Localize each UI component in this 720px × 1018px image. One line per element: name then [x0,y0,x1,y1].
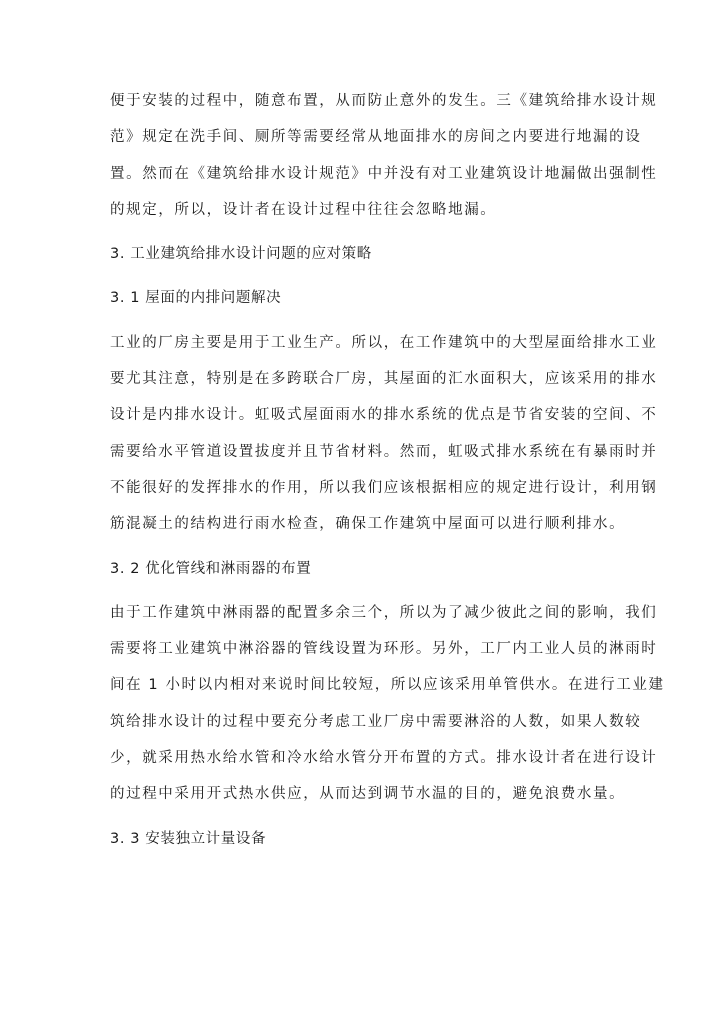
text-line: 的过程中采用开式热水供应，从而达到调节水温的目的，避免浪费水量。 [110,786,626,803]
text-line: 间在 1 小时以内相对来说时间比较短，所以应该采用单管供水。在进行工业建 [110,677,665,694]
text-line: 便于安装的过程中，随意布置，从而防止意外的发生。三《建筑给排水设计规 [110,93,658,109]
paragraph-shower-pipes [110,595,665,813]
text-line: 的规定，所以，设计者在设计过程中往往会忽略地漏。 [110,201,497,218]
text-line: 由于工作建筑中淋雨器的配置多余三个，所以为了减少彼此之间的影响，我们 [110,604,658,621]
paragraph-roof-drainage [110,325,658,543]
text-line: 设计是内排水设计。虹吸式屋面雨水的排水系统的优点是节省安装的空间、不 [110,407,658,424]
text-line: 工业的厂房主要是用于工业生产。所以，在工作建筑中的大型屋面给排水工业 [110,334,658,351]
text-line: 筋混凝土的结构进行雨水检查，确保工作建筑中屋面可以进行顺利排水。 [110,516,626,533]
text-line: 需要将工业建筑中淋浴器的管线设置为环形。另外，工厂内工业人员的淋雨时 [110,641,658,658]
text-line: 范》规定在洗手间、厕所等需要经常从地面排水的房间之内要进行地漏的设 [110,129,642,146]
text-line: 不能很好的发挥排水的作用，所以我们应该根据相应的规定进行设计，利用钢 [110,479,658,496]
text-line: 少，就采用热水给水管和冷水给水管分开布置的方式。排水设计者在进行设计 [110,750,658,767]
section-heading-3: 3. 工业建筑给排水设计问题的应对策略 [110,246,372,263]
section-heading-3-3: 3. 3 安装独立计量设备 [110,830,267,847]
paragraph-floor-drain [110,83,658,228]
section-heading-3-1: 3. 1 屋面的内排问题解决 [110,290,282,307]
text-line: 要尤其注意，特别是在多跨联合厂房，其屋面的汇水面积大，应该采用的排水 [110,371,658,388]
text-line: 置。然而在《建筑给排水设计规范》中并没有对工业建筑设计地漏做出强制性 [110,165,658,182]
text-line: 筑给排水设计的过程中要充分考虑工业厂房中需要淋浴的人数，如果人数较 [110,713,642,730]
text-line: 需要给水平管道设置拔度并且节省材料。然而，虹吸式排水系统在有暴雨时并 [110,443,658,460]
section-heading-3-2: 3. 2 优化管线和淋雨器的布置 [110,560,312,577]
